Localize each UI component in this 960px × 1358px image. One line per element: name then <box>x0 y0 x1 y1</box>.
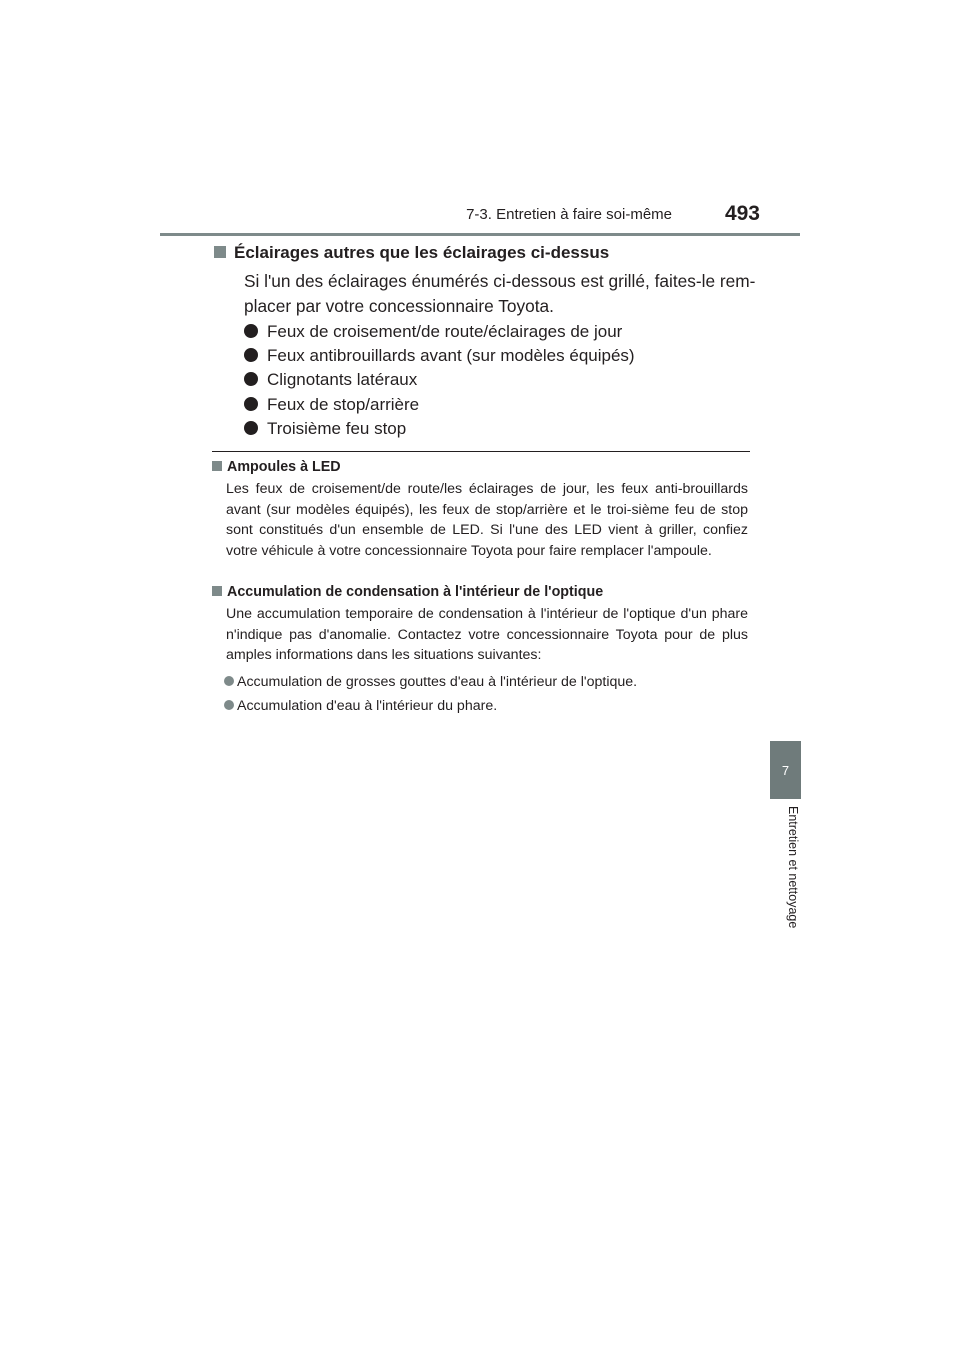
section-heading: 7-3. Entretien à faire soi-même <box>466 206 672 223</box>
section-intro: Si l'un des éclairages énumérés ci-dessous est grillé, faites-le rem-placer par votre concessionnaire Toyota. <box>244 271 756 316</box>
page-header <box>160 200 800 236</box>
bullet-icon <box>224 676 234 686</box>
chapter-label: Entretien et nettoyage <box>786 806 800 929</box>
lamp-list <box>244 320 635 441</box>
bullet-icon <box>244 324 258 338</box>
list-item: Clignotants latéraux <box>244 368 635 392</box>
list-item: Accumulation d'eau à l'intérieur du phare. <box>224 694 748 718</box>
note-led <box>212 459 748 561</box>
chapter-tab <box>770 741 801 799</box>
bullet-icon <box>244 348 258 362</box>
bullet-icon <box>244 372 258 386</box>
chapter-number: 7 <box>781 762 790 778</box>
condensation-list <box>224 670 748 718</box>
square-bullet-icon <box>212 586 222 596</box>
note-condensation <box>212 584 748 718</box>
section-title-text: Éclairages autres que les éclairages ci-dessus <box>234 243 610 262</box>
note-body: Une accumulation temporaire de condensation à l'intérieur de l'optique d'un phare n'indique pas d'anomalie. Contactez votre concessionnaire Toyota pour de plus amples informations dans les situations suivantes: <box>226 606 748 663</box>
page-number: 493 <box>724 202 760 225</box>
bullet-icon <box>244 397 258 411</box>
list-item: Troisième feu stop <box>244 417 635 441</box>
section-title <box>214 243 609 263</box>
list-item: Accumulation de grosses gouttes d'eau à l'intérieur de l'optique. <box>224 670 748 694</box>
list-item: Feux antibrouillards avant (sur modèles équipés) <box>244 344 635 368</box>
header-rule <box>160 233 800 236</box>
note-title: Accumulation de condensation à l'intérieur de l'optique <box>212 584 748 600</box>
note-title: Ampoules à LED <box>212 459 748 475</box>
list-item: Feux de stop/arrière <box>244 393 635 417</box>
section-divider <box>212 451 750 452</box>
square-bullet-icon <box>212 461 222 471</box>
bullet-icon <box>244 421 258 435</box>
bullet-icon <box>224 700 234 710</box>
note-body: Les feux de croisement/de route/les éclairages de jour, les feux anti-brouillards avant (sur modèles équipés), les feux de stop/arrière et le troi-sième feu de stop sont constitués d'un ensemble de LED. Si l'une des LED vient à griller, confiez votre véhicule à votre concessionnaire Toyota pour faire remplacer l'ampoule. <box>226 481 748 559</box>
square-bullet-icon <box>214 246 226 258</box>
list-item: Feux de croisement/de route/éclairages de jour <box>244 320 635 344</box>
